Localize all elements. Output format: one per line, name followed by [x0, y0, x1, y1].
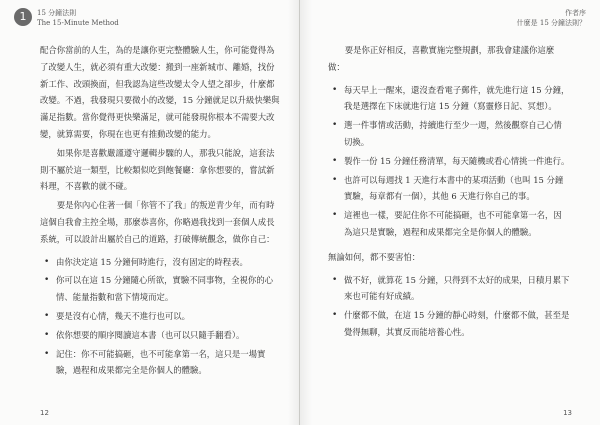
list-item: • 要是沒有心情，幾天不進行也可以。	[40, 308, 280, 325]
paragraph: 無論如何，都不要害怕：	[328, 251, 421, 262]
bullet-list	[40, 254, 280, 380]
running-head-left	[14, 8, 119, 28]
section-subtitle: 什麼是 15 分鐘法則？	[516, 19, 586, 27]
running-head-right	[517, 8, 586, 28]
left-body-text	[40, 42, 280, 387]
list-item: • 由你決定這 15 分鐘何時進行，沒有固定的時程表。	[40, 254, 280, 271]
paragraph: 要是你內心住著一個「你管不了我」的叛逆青少年，而有時這個自我會主控全場，那麼恭喜你，你略過我找到一套個人成長系統，可以設計出屬於自己的道路，打破傳統觀念，做你自己：	[40, 200, 275, 244]
right-page	[300, 0, 600, 425]
list-item: • 這裡也一樣，要記住你不可能搞砸，也不可能拿第一名，因為這只是實驗，過程和成果都完全是你個人的體驗。	[328, 207, 570, 241]
bullet-list	[328, 82, 570, 241]
paragraph: 配合你當前的人生，為的是讓你更完整體驗人生，你可能覺得為了改變人生，就必須有重大改變：搬到一座新城市、離婚，找份新工作、改頭換面，但我認為這些改變太令人望之卻步，什麼都改變。不過，我發現只要微小的改變，15 分鐘就足以升級快樂與滿足指數。當你覺得更快樂滿足，就可能發現你根本不需要大改變，就算需要，你現在也更有推動改變的能力。	[40, 45, 280, 139]
paragraph: 要是你正好相反，喜歡實施完整規劃，那我會建議你這麼做：	[328, 45, 555, 72]
list-item: • 選一件事情或活動，持續進行至少一週，然後觀察自己心情切換。	[328, 117, 570, 151]
paragraph: 如果你是喜歡嚴謹遵守邏輯步驟的人，那我只能說，這套法則不屬於這一類型，比較類似吃到飽餐廳：拿你想要的，嘗試新料理，不喜歡的就不碰。	[40, 147, 275, 192]
list-item: • 什麼都不做，在這 15 分鐘的靜心時刻，什麼都不做，甚至是覺得無聊，其實反而能培養心性。	[328, 307, 570, 341]
right-body-text	[328, 42, 570, 349]
section-title: 作者序	[565, 9, 586, 17]
chapter-badge: 1	[14, 8, 32, 26]
list-item: • 依你想要的順序閱讀這本書（也可以只隨手翻看）。	[40, 327, 280, 344]
list-item: • 也許可以每週找 1 天進行本書中的某項活動（也叫 15 分鐘實驗，每章都有一個），其他 6 天進行你自己的事。	[328, 172, 570, 206]
list-item: • 記住：你不可能搞砸，也不可能拿第一名，這只是一場實驗，過程和成果都完全是你個人的體驗。	[40, 346, 280, 380]
page-number: 12	[40, 409, 49, 417]
book-title-chinese: 15 分鐘法則	[37, 9, 77, 17]
bullet-list	[328, 272, 570, 341]
book-title-english: The 15-Minute Method	[37, 19, 119, 27]
list-item: • 每天早上一醒來，還沒查看電子郵件，就先進行這 15 分鐘，我是選擇在下床就進行這 15 分鐘（寫靈修日記、冥想）。	[328, 82, 570, 116]
list-item: • 製作一份 15 分鐘任務清單，每天隨機或看心情挑一件進行。	[328, 153, 570, 170]
list-item: • 你可以在這 15 分鐘隨心所欲，實驗不同事物，全視你的心情、能量指數和當下情境而定。	[40, 272, 280, 306]
page-number: 13	[563, 409, 572, 417]
list-item: • 做不好，就算花 15 分鐘，只得到不太好的成果，日積月累下來也可能有好成績。	[328, 272, 570, 306]
